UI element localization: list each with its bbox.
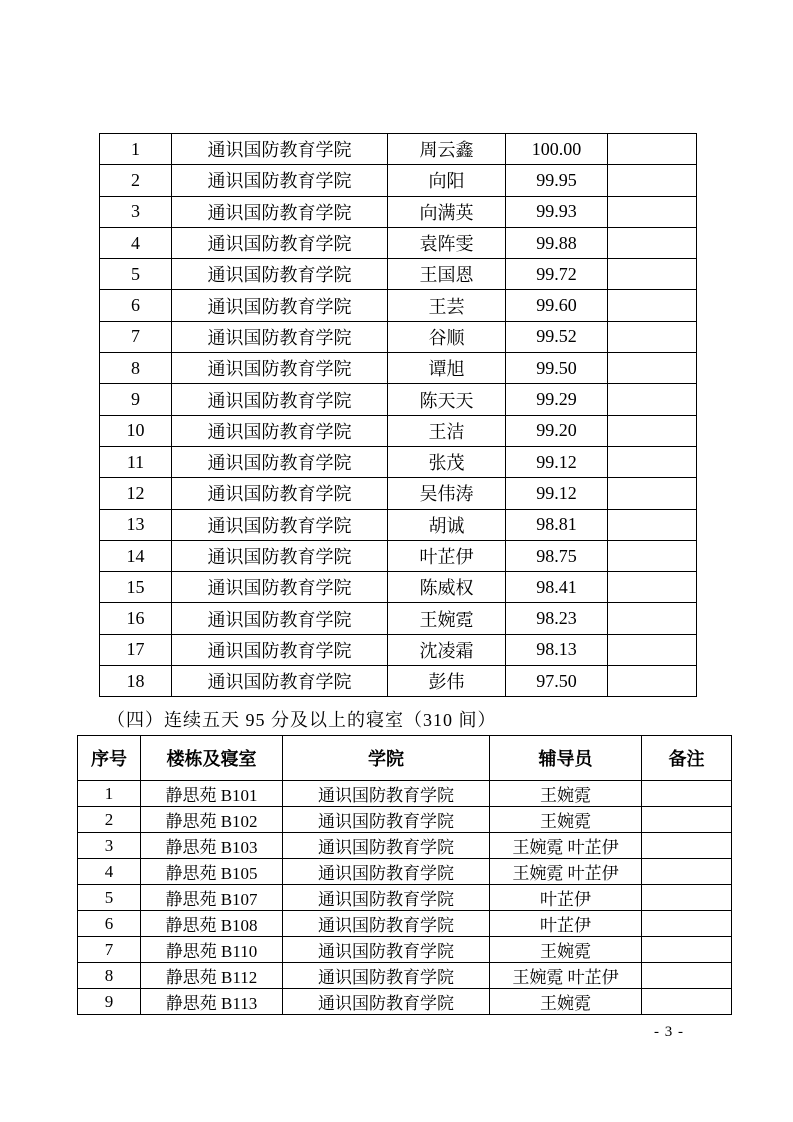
index-cell: 13 [100, 509, 172, 540]
remarks-cell [608, 353, 697, 384]
remarks-cell [642, 781, 732, 807]
remarks-cell [608, 446, 697, 477]
score-cell: 98.75 [506, 540, 608, 571]
room-cell: 静思苑 B105 [141, 859, 283, 885]
college-cell: 通识国防教育学院 [172, 290, 388, 321]
remarks-cell [642, 963, 732, 989]
college-cell: 通识国防教育学院 [172, 446, 388, 477]
student-row [100, 353, 697, 384]
college-cell: 通识国防教育学院 [283, 833, 490, 859]
dorm-row [78, 989, 732, 1015]
remarks-cell [642, 885, 732, 911]
college-cell: 通识国防教育学院 [283, 937, 490, 963]
index-cell: 4 [100, 227, 172, 258]
room-cell: 静思苑 B102 [141, 807, 283, 833]
room-cell: 静思苑 B113 [141, 989, 283, 1015]
dorm-row [78, 859, 732, 885]
name-cell: 张茂 [388, 446, 506, 477]
room-cell: 静思苑 B112 [141, 963, 283, 989]
score-cell: 98.81 [506, 509, 608, 540]
student-row [100, 384, 697, 415]
college-cell: 通识国防教育学院 [172, 134, 388, 165]
college-cell: 通识国防教育学院 [172, 634, 388, 665]
college-cell: 通识国防教育学院 [172, 509, 388, 540]
dorm-row [78, 781, 732, 807]
student-row [100, 134, 697, 165]
name-cell: 胡诚 [388, 509, 506, 540]
remarks-cell [608, 540, 697, 571]
index-cell: 8 [100, 353, 172, 384]
college-cell: 通识国防教育学院 [172, 666, 388, 697]
remarks-cell [642, 859, 732, 885]
index-cell: 9 [78, 989, 141, 1015]
student-row [100, 540, 697, 571]
student-score-table [99, 133, 697, 697]
counselor-cell: 王婉霓 [490, 989, 642, 1015]
name-cell: 周云鑫 [388, 134, 506, 165]
index-cell: 6 [100, 290, 172, 321]
college-cell: 通识国防教育学院 [172, 540, 388, 571]
college-cell: 通识国防教育学院 [172, 227, 388, 258]
name-cell: 陈天天 [388, 384, 506, 415]
score-cell: 99.29 [506, 384, 608, 415]
student-row [100, 572, 697, 603]
student-row [100, 603, 697, 634]
remarks-cell [608, 478, 697, 509]
dorm-table [77, 735, 732, 1015]
college-cell: 通识国防教育学院 [283, 807, 490, 833]
student-row [100, 478, 697, 509]
index-cell: 4 [78, 859, 141, 885]
counselor-cell: 王婉霓 叶芷伊 [490, 859, 642, 885]
counselor-cell: 王婉霓 [490, 807, 642, 833]
remarks-cell [608, 634, 697, 665]
remarks-cell [608, 509, 697, 540]
counselor-cell: 王婉霓 [490, 781, 642, 807]
score-cell: 99.50 [506, 353, 608, 384]
score-cell: 99.12 [506, 478, 608, 509]
college-cell: 通识国防教育学院 [283, 911, 490, 937]
room-cell: 静思苑 B103 [141, 833, 283, 859]
index-cell: 9 [100, 384, 172, 415]
name-cell: 陈威权 [388, 572, 506, 603]
name-cell: 向阳 [388, 165, 506, 196]
remarks-cell [608, 666, 697, 697]
remarks-cell [642, 937, 732, 963]
index-cell: 8 [78, 963, 141, 989]
room-cell: 静思苑 B107 [141, 885, 283, 911]
score-cell: 99.88 [506, 227, 608, 258]
dorm-row [78, 963, 732, 989]
score-cell: 99.60 [506, 290, 608, 321]
student-row [100, 666, 697, 697]
college-cell: 通识国防教育学院 [283, 781, 490, 807]
room-cell: 静思苑 B108 [141, 911, 283, 937]
index-cell: 7 [100, 321, 172, 352]
college-cell: 通识国防教育学院 [172, 384, 388, 415]
dorm-row [78, 911, 732, 937]
name-cell: 吴伟涛 [388, 478, 506, 509]
score-cell: 99.52 [506, 321, 608, 352]
index-cell: 1 [100, 134, 172, 165]
index-cell: 7 [78, 937, 141, 963]
college-cell: 通识国防教育学院 [172, 165, 388, 196]
student-row [100, 634, 697, 665]
counselor-cell: 王婉霓 [490, 937, 642, 963]
name-cell: 向满英 [388, 196, 506, 227]
room-cell: 静思苑 B110 [141, 937, 283, 963]
remarks-cell [642, 989, 732, 1015]
name-cell: 王芸 [388, 290, 506, 321]
score-cell: 99.95 [506, 165, 608, 196]
student-row [100, 227, 697, 258]
college-cell: 通识国防教育学院 [283, 989, 490, 1015]
name-cell: 王洁 [388, 415, 506, 446]
remarks-cell [608, 290, 697, 321]
college-cell: 通识国防教育学院 [283, 885, 490, 911]
score-cell: 98.41 [506, 572, 608, 603]
remarks-cell [608, 196, 697, 227]
index-cell: 5 [78, 885, 141, 911]
counselor-cell: 王婉霓 叶芷伊 [490, 833, 642, 859]
remarks-cell [608, 572, 697, 603]
index-cell: 5 [100, 259, 172, 290]
index-cell: 10 [100, 415, 172, 446]
index-cell: 17 [100, 634, 172, 665]
college-cell: 通识国防教育学院 [172, 603, 388, 634]
remarks-cell [642, 807, 732, 833]
room-cell: 静思苑 B101 [141, 781, 283, 807]
name-cell: 沈凌霜 [388, 634, 506, 665]
remarks-cell [608, 227, 697, 258]
header-remarks: 备注 [642, 736, 732, 781]
remarks-cell [608, 415, 697, 446]
student-row [100, 165, 697, 196]
index-cell: 1 [78, 781, 141, 807]
name-cell: 彭伟 [388, 666, 506, 697]
header-counselor: 辅导员 [490, 736, 642, 781]
counselor-cell: 叶芷伊 [490, 911, 642, 937]
index-cell: 2 [100, 165, 172, 196]
college-cell: 通识国防教育学院 [172, 321, 388, 352]
index-cell: 14 [100, 540, 172, 571]
student-row [100, 509, 697, 540]
student-row [100, 259, 697, 290]
student-row [100, 415, 697, 446]
student-row [100, 196, 697, 227]
remarks-cell [608, 603, 697, 634]
remarks-cell [608, 165, 697, 196]
college-cell: 通识国防教育学院 [172, 478, 388, 509]
counselor-cell: 王婉霓 叶芷伊 [490, 963, 642, 989]
remarks-cell [642, 833, 732, 859]
college-cell: 通识国防教育学院 [172, 196, 388, 227]
index-cell: 18 [100, 666, 172, 697]
header-college: 学院 [283, 736, 490, 781]
index-cell: 16 [100, 603, 172, 634]
college-cell: 通识国防教育学院 [172, 353, 388, 384]
score-cell: 99.12 [506, 446, 608, 477]
dorm-row [78, 833, 732, 859]
remarks-cell [642, 911, 732, 937]
student-row [100, 446, 697, 477]
index-cell: 6 [78, 911, 141, 937]
student-row [100, 290, 697, 321]
dorm-row [78, 937, 732, 963]
dorm-table-header-row [78, 736, 732, 781]
name-cell: 袁阵雯 [388, 227, 506, 258]
name-cell: 谭旭 [388, 353, 506, 384]
index-cell: 15 [100, 572, 172, 603]
remarks-cell [608, 321, 697, 352]
header-building-room: 楼栋及寝室 [141, 736, 283, 781]
dorm-row [78, 807, 732, 833]
score-cell: 100.00 [506, 134, 608, 165]
college-cell: 通识国防教育学院 [172, 259, 388, 290]
name-cell: 谷顺 [388, 321, 506, 352]
index-cell: 3 [78, 833, 141, 859]
name-cell: 王婉霓 [388, 603, 506, 634]
college-cell: 通识国防教育学院 [283, 963, 490, 989]
student-row [100, 321, 697, 352]
score-cell: 99.93 [506, 196, 608, 227]
counselor-cell: 叶芷伊 [490, 885, 642, 911]
section-heading: （四）连续五天 95 分及以上的寝室（310 间） [107, 710, 497, 730]
score-cell: 98.23 [506, 603, 608, 634]
score-cell: 98.13 [506, 634, 608, 665]
page-number: - 3 - [654, 1024, 684, 1040]
dorm-row [78, 885, 732, 911]
college-cell: 通识国防教育学院 [283, 859, 490, 885]
score-cell: 99.20 [506, 415, 608, 446]
index-cell: 11 [100, 446, 172, 477]
college-cell: 通识国防教育学院 [172, 572, 388, 603]
college-cell: 通识国防教育学院 [172, 415, 388, 446]
name-cell: 叶芷伊 [388, 540, 506, 571]
score-cell: 97.50 [506, 666, 608, 697]
name-cell: 王国恩 [388, 259, 506, 290]
header-index: 序号 [78, 736, 141, 781]
index-cell: 12 [100, 478, 172, 509]
index-cell: 3 [100, 196, 172, 227]
remarks-cell [608, 134, 697, 165]
index-cell: 2 [78, 807, 141, 833]
score-cell: 99.72 [506, 259, 608, 290]
remarks-cell [608, 384, 697, 415]
remarks-cell [608, 259, 697, 290]
